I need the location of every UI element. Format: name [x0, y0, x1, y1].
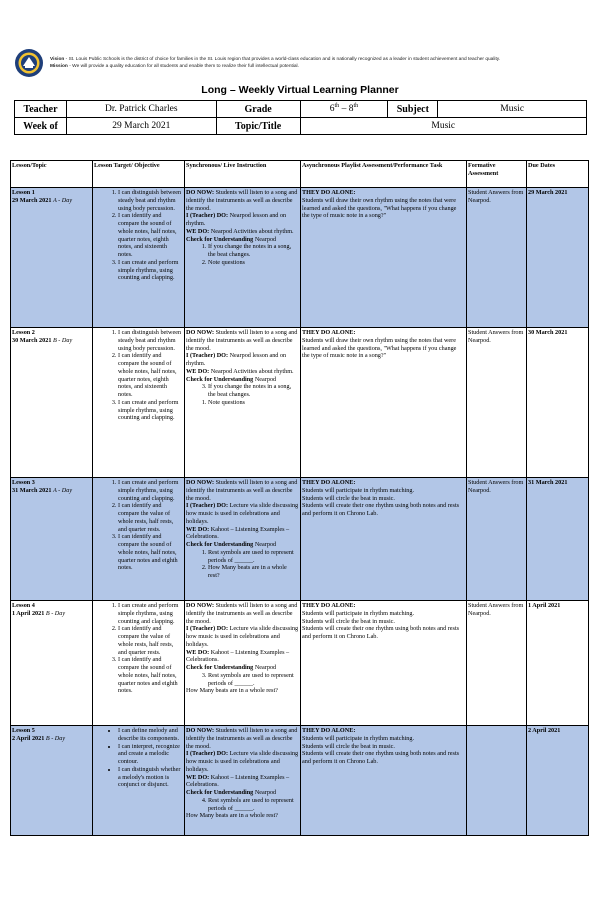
lesson-name: Lesson 3	[12, 479, 35, 486]
they-do-label: THEY DO ALONE:	[302, 479, 356, 486]
we-do-text: Kahoot – Listening Examples – Celebrations.	[186, 525, 290, 541]
do-now-label: DO NOW:	[186, 727, 215, 734]
i-do-text: Lecture via slide discussing how music is used in celebrations and holidays.	[186, 750, 299, 773]
do-now-text: Students will listen to a song and identify the instruments as well as describe the mood.	[186, 602, 298, 625]
they-do-line: Students will create their one rhythm using both notes and rests and perform it on Chrono Lab.	[302, 750, 460, 765]
lesson-date: 31 March 2021	[12, 486, 52, 494]
lesson-day: A - Day	[52, 486, 73, 494]
target-cell	[93, 601, 185, 726]
i-do-label: I (Teacher) DO:	[186, 212, 229, 220]
cfu-label: Check for Understanding	[186, 789, 254, 796]
we-do-text: Nearpod Activities about rhythm.	[209, 227, 294, 235]
we-do-label: WE DO:	[186, 773, 210, 781]
sync-cell	[185, 726, 301, 836]
do-now-text: Students will listen to a song and identify the instruments as well as describe the mood.	[186, 727, 298, 750]
lesson-name: Lesson 5	[12, 727, 35, 734]
do-now-label: DO NOW:	[186, 479, 215, 486]
they-do-line: Students will circle the beat in music.	[302, 494, 395, 502]
target-cell	[93, 328, 185, 478]
do-now-label: DO NOW:	[186, 189, 215, 196]
due-date-cell: 31 March 2021	[527, 478, 589, 601]
planner-info-table	[14, 100, 587, 135]
lesson-row	[11, 726, 589, 836]
sync-cell	[185, 601, 301, 726]
cfu-item: 1. Rest symbols are used to represent periods of ______.	[208, 549, 299, 565]
lesson-date: 1 April 2021	[12, 609, 45, 617]
lesson-name: Lesson 4	[12, 602, 35, 609]
col-async-header: Asynchronous Playlist Assessment/Performance Task	[301, 161, 467, 188]
cfu-text: Nearpod	[253, 789, 277, 796]
lesson-day: B - Day	[52, 336, 73, 344]
they-do-label: THEY DO ALONE:	[302, 189, 356, 196]
col-lesson-header: Lesson/Topic	[11, 161, 93, 188]
cfu-label: Check for Understanding	[186, 235, 254, 243]
formative-cell: Student Answers from Nearpod.	[467, 478, 527, 601]
lesson-cell	[11, 478, 93, 601]
they-do-line: Students will draw their own rhythm using the notes that were learned and asked the questions, "What happens if you change the type of music note in a song?"	[302, 336, 457, 360]
we-do-label: WE DO:	[186, 525, 210, 533]
i-do-label: I (Teacher) DO:	[186, 352, 229, 360]
col-due-header: Due Dates	[527, 161, 589, 188]
do-now-text: Students will listen to a song and identify the instruments as well as describe the mood.	[186, 189, 298, 212]
lesson-target: 1. I can create and perform simple rhythms, using counting and clapping.	[118, 479, 183, 502]
they-do-line: Students will circle the beat in music.	[302, 617, 395, 625]
they-do-line: Students will circle the beat in music.	[302, 742, 395, 750]
due-date-cell: 29 March 2021	[527, 188, 589, 328]
lesson-name: Lesson 1	[12, 189, 35, 196]
async-cell	[301, 601, 467, 726]
lesson-row	[11, 188, 589, 328]
teacher-label: Teacher	[15, 101, 67, 118]
lesson-target: 1. I can distinguish between steady beat and rhythm using body percussion.	[118, 189, 183, 212]
sync-cell	[185, 328, 301, 478]
cfu-followup: How Many beats are in a whole rest?	[186, 687, 278, 695]
lesson-target: 3. I can identify and compare the sound of whole notes, half notes, quarter notes and eighth notes.	[118, 656, 183, 695]
do-now-text: Students will listen to a song and identify the instruments as well as describe the mood.	[186, 329, 298, 352]
lesson-day: A - Day	[52, 196, 73, 204]
async-cell	[301, 478, 467, 601]
due-date-cell: 2 April 2021	[527, 726, 589, 836]
async-cell	[301, 328, 467, 478]
target-cell	[93, 478, 185, 601]
they-do-label: THEY DO ALONE:	[302, 727, 356, 734]
lesson-target: 2. I can identify and compare the sound of whole notes, half notes, quarter notes, eighth notes, and sixteenth notes.	[118, 212, 183, 259]
cfu-text: Nearpod	[253, 664, 277, 671]
do-now-label: DO NOW:	[186, 329, 215, 336]
cfu-text: Nearpod	[253, 235, 277, 243]
grade-label: Grade	[216, 101, 300, 118]
formative-cell: Student Answers from Nearpod.	[467, 601, 527, 726]
async-cell	[301, 188, 467, 328]
lesson-date: 30 March 2021	[12, 336, 52, 344]
i-do-text: Lecture via slide discussing how music is used in celebrations and holidays.	[186, 502, 299, 525]
lesson-day: B - Day	[45, 734, 66, 742]
formative-cell: Student Answers from Nearpod.	[467, 188, 527, 328]
cfu-item: 3. Rest symbols are used to represent periods of ______.	[208, 672, 299, 688]
topic-value: Music	[300, 118, 586, 135]
lesson-target: • I can distinguish whether a melody's motion is conjunct or disjunct.	[118, 766, 183, 789]
sync-cell	[185, 188, 301, 328]
they-do-line: Students will create their one rhythm using both notes and rests and perform it on Chrono Lab.	[302, 502, 460, 517]
subject-value: Music	[438, 101, 587, 118]
lesson-target: 2. I can identify and compare the sound of whole notes, half notes, quarter notes, eighth notes, and sixteenth notes.	[118, 352, 183, 399]
async-cell	[301, 726, 467, 836]
i-do-label: I (Teacher) DO:	[186, 625, 229, 633]
cfu-label: Check for Understanding	[186, 541, 254, 548]
cfu-label: Check for Understanding	[186, 664, 254, 671]
we-do-text: Kahoot – Listening Examples – Celebrations.	[186, 648, 290, 664]
col-formative-header: Formative Assessment	[467, 161, 527, 188]
we-do-label: WE DO:	[186, 648, 210, 656]
lesson-target: 3. I can identify and compare the sound of whole notes, half notes, quarter notes and eighth notes.	[118, 533, 183, 572]
they-do-label: THEY DO ALONE:	[302, 602, 356, 609]
cfu-item: 3. If you change the notes in a song, the beat changes.	[208, 383, 299, 399]
topic-label: Topic/Title	[216, 118, 300, 135]
we-do-text: Kahoot – Listening Examples – Celebrations.	[186, 773, 290, 789]
lesson-day: B - Day	[45, 609, 66, 617]
they-do-line: Students will create their one rhythm using both notes and rests and perform it on Chrono Lab.	[302, 625, 460, 640]
do-now-label: DO NOW:	[186, 602, 215, 609]
target-cell	[93, 188, 185, 328]
they-do-line: Students will participate in rhythm matching.	[302, 609, 415, 617]
cfu-label: Check for Understanding	[186, 375, 254, 383]
lesson-row	[11, 328, 589, 478]
week-label: Week of	[15, 118, 67, 135]
cfu-text: Nearpod	[253, 375, 277, 383]
vision-mission: Vision - St. Louis Public Schools is the district of choice for families in the St. Louis region that provides a world-class education and is nationally recognized as a leader in student achievement and teacher quality. Mission - We will provide a quality education for all students and enable them to realize their full intellectual potential.	[50, 57, 501, 69]
lesson-target: 3. I can create and perform simple rhythms, using counting and clapping.	[118, 259, 183, 282]
grade-value: 6th – 8th	[300, 101, 388, 118]
target-cell	[93, 726, 185, 836]
subject-label: Subject	[388, 101, 438, 118]
cfu-item: 4. Rest symbols are used to represent periods of ______.	[208, 797, 299, 813]
i-do-text: Lecture via slide discussing how music is used in celebrations and holidays.	[186, 625, 299, 648]
lesson-target: 2. I can identify and compare the value of whole rests, half rests, and quarter rests.	[118, 502, 183, 533]
col-sync-header: Synchronous/ Live Instruction	[185, 161, 301, 188]
lesson-cell	[11, 328, 93, 478]
lesson-plan-table	[10, 160, 589, 836]
cfu-item: 1. Note questions	[208, 399, 299, 407]
they-do-line: Students will draw their own rhythm using the notes that were learned and asked the questions, "What happens if you change the type of music note in a song?"	[302, 196, 457, 220]
cfu-followup: How Many beats are in a whole rest?	[186, 812, 278, 820]
lesson-cell	[11, 188, 93, 328]
lesson-target: • I can interpret, recognize and create a melodic contour.	[118, 743, 183, 766]
i-do-label: I (Teacher) DO:	[186, 502, 229, 510]
lesson-row	[11, 601, 589, 726]
lesson-date: 2 April 2021	[12, 734, 45, 742]
they-do-label: THEY DO ALONE:	[302, 329, 356, 336]
cfu-item: 1. If you change the notes in a song, the beat changes.	[208, 243, 299, 259]
lesson-cell	[11, 601, 93, 726]
lesson-row	[11, 478, 589, 601]
i-do-label: I (Teacher) DO:	[186, 750, 229, 758]
i-do-text: Nearpod lesson and on rhythm.	[186, 352, 287, 367]
lesson-target: 3. I can create and perform simple rhythms, using counting and clapping.	[118, 399, 183, 422]
teacher-value: Dr. Patrick Charles	[66, 101, 216, 118]
cfu-text: Nearpod	[253, 541, 277, 548]
due-date-cell: 30 March 2021	[527, 328, 589, 478]
they-do-line: Students will participate in rhythm matching.	[302, 734, 415, 742]
i-do-text: Nearpod lesson and on rhythm.	[186, 212, 287, 227]
week-value: 29 March 2021	[66, 118, 216, 135]
lesson-target: 1. I can distinguish between steady beat and rhythm using body percussion.	[118, 329, 183, 352]
formative-cell	[467, 726, 527, 836]
formative-cell: Student Answers from Nearpod.	[467, 328, 527, 478]
lesson-target: • I can define melody and describe its components.	[118, 727, 183, 743]
due-date-cell: 1 April 2021	[527, 601, 589, 726]
page-header	[14, 46, 588, 80]
cfu-item: 2. Note questions	[208, 259, 299, 267]
lesson-date: 29 March 2021	[12, 196, 52, 204]
we-do-label: WE DO:	[186, 367, 210, 375]
we-do-label: WE DO:	[186, 227, 210, 235]
page-title: Long – Weekly Virtual Learning Planner	[201, 84, 399, 96]
col-target-header: Lesson Target/ Objective	[93, 161, 185, 188]
lesson-target: 1. I can create and perform simple rhythms, using counting and clapping.	[118, 602, 183, 625]
lesson-cell	[11, 726, 93, 836]
they-do-line: Students will participate in rhythm matching.	[302, 486, 415, 494]
cfu-item: 2. How Many beats are in a whole rest?	[208, 564, 299, 580]
do-now-text: Students will listen to a song and identify the instruments as well as describe the mood.	[186, 479, 298, 502]
we-do-text: Nearpod Activities about rhythm.	[209, 367, 294, 375]
school-district-logo-icon	[14, 48, 44, 78]
lesson-name: Lesson 2	[12, 329, 35, 336]
sync-cell	[185, 478, 301, 601]
lesson-target: 2. I can identify and compare the value of whole rests, half rests, and quarter rests.	[118, 625, 183, 656]
